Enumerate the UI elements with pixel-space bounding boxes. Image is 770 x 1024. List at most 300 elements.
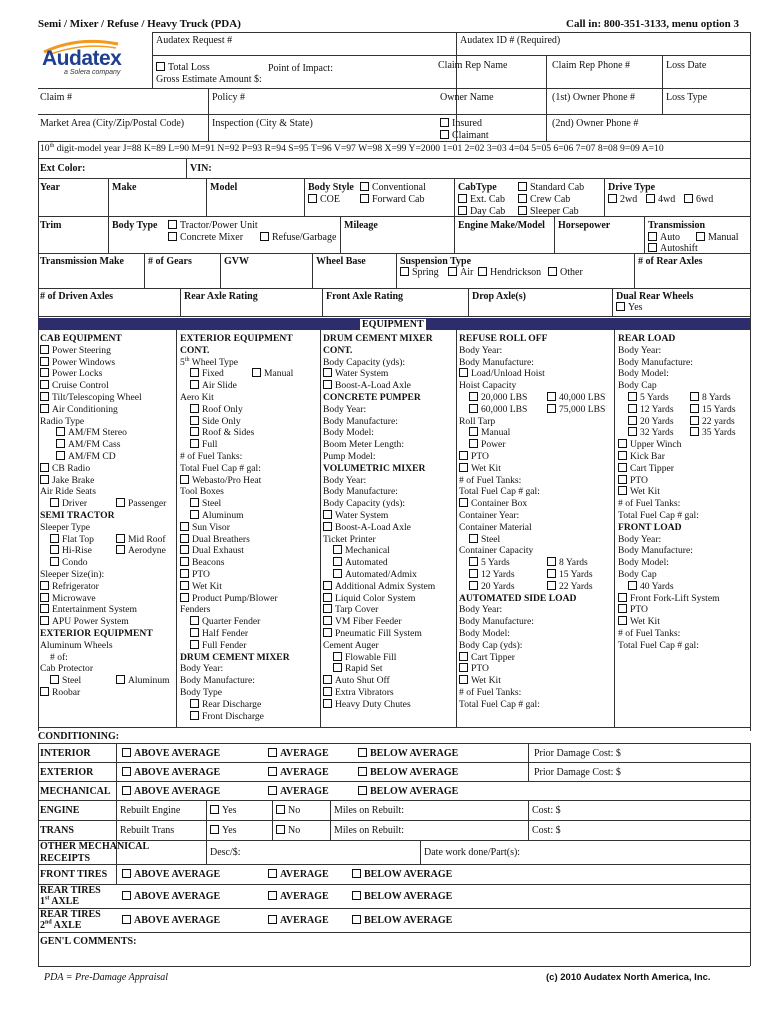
equipment-option[interactable] [690,392,731,404]
equipment-option[interactable] [459,427,576,439]
trans-autoshift-checkbox[interactable]: Autoshift [648,243,698,254]
checkbox-icon[interactable] [40,380,49,389]
checkbox-icon[interactable] [40,345,49,354]
checkbox-icon[interactable] [190,439,199,448]
equipment-option[interactable] [40,581,153,593]
checkbox-icon[interactable] [690,404,699,413]
equipment-option[interactable] [180,545,293,557]
ext-cab-checkbox[interactable]: Ext. Cab [458,194,505,205]
checkbox-icon[interactable] [190,404,199,413]
equipment-option[interactable] [459,663,576,675]
drive-6wd-checkbox[interactable]: 6wd [684,194,713,205]
checkbox-icon[interactable] [190,368,199,377]
engine-miles-rebuilt-field[interactable]: Miles on Rebuilt: [334,805,404,816]
exterior-prior-damage-field[interactable]: Prior Damage Cost: $ [534,767,621,778]
owner-phone-1-field[interactable]: (1st) Owner Phone # [552,92,636,103]
checkbox-icon[interactable] [690,392,699,401]
checkbox-icon[interactable] [190,427,199,436]
equipment-option[interactable] [618,403,736,416]
checkbox-icon[interactable] [323,510,332,519]
equipment-option[interactable] [40,533,166,546]
equipment-option[interactable] [459,451,576,463]
equipment-option[interactable] [180,557,293,569]
equipment-option[interactable] [459,652,576,664]
checkbox-icon[interactable] [547,392,556,401]
rule [420,840,421,864]
equipment-option[interactable] [618,486,720,498]
general-comments-field[interactable]: GEN'L COMMENTS: [40,936,137,947]
checkbox-icon[interactable] [40,687,49,696]
equipment-option[interactable] [180,510,293,522]
rear-axle-rating-field[interactable]: Rear Axle Rating [184,291,258,302]
checkbox-icon[interactable] [116,534,125,543]
checkbox-icon[interactable] [469,404,478,413]
equipment-option[interactable] [323,675,435,687]
front-tires-below-checkbox[interactable]: BELOW AVERAGE [352,869,452,880]
gross-estimate-field[interactable]: Gross Estimate Amount $: [156,74,262,85]
equipment-option[interactable] [40,392,153,404]
equipment-option[interactable] [180,616,293,628]
checkbox-icon[interactable] [323,581,332,590]
trans-auto-checkbox[interactable]: Auto [648,232,680,243]
checkbox-icon[interactable] [469,569,478,578]
equipment-option[interactable] [180,522,293,534]
equipment-option[interactable] [459,403,606,416]
equipment-option[interactable] [40,604,153,616]
equipment-option[interactable] [618,415,735,428]
equipment-option[interactable] [40,439,153,451]
checkbox-icon[interactable] [333,557,342,566]
claim-rep-name-field[interactable]: Claim Rep Name [438,60,508,71]
equipment-option[interactable] [180,427,293,439]
checkbox-icon[interactable] [252,368,261,377]
other-mechanical-label: OTHER MECHANICAL RECEIPTS [40,841,150,864]
checkbox-icon[interactable] [323,593,332,602]
engine-yes-checkbox[interactable]: Yes [210,805,237,816]
driven-axles-field[interactable]: # of Driven Axles [40,291,114,302]
loss-type-field[interactable]: Loss Type [666,92,708,103]
checkbox-icon[interactable] [323,604,332,613]
checkbox-icon[interactable] [190,628,199,637]
refuse-garbage-checkbox[interactable]: Refuse/Garbage [260,232,336,243]
claimant-checkbox[interactable]: Claimant [440,130,489,141]
exterior-average-checkbox[interactable]: AVERAGE [268,767,329,778]
equipment-option[interactable] [459,534,576,546]
equipment-option[interactable] [40,593,153,605]
tractor-checkbox[interactable]: Tractor/Power Unit [168,220,258,231]
checkbox-icon[interactable] [323,687,332,696]
front-axle-rating-field[interactable]: Front Axle Rating [326,291,404,302]
audatex-request-field[interactable]: Audatex Request # [156,35,233,46]
engine-field[interactable]: Engine Make/Model [458,220,545,231]
equipment-option[interactable] [547,557,588,569]
rear-axles-field[interactable]: # of Rear Axles [638,256,703,267]
trans-make-field[interactable]: Transmission Make [40,256,124,267]
equipment-option[interactable] [547,392,605,404]
loss-date-field[interactable]: Loss Date [666,60,707,71]
checkbox-icon[interactable] [690,427,699,436]
equipment-option[interactable] [323,368,435,380]
equipment-option[interactable] [618,593,720,605]
checkbox-icon[interactable] [459,675,468,684]
checkbox-icon[interactable] [40,357,49,366]
equipment-option[interactable] [459,463,576,475]
checkbox-icon[interactable] [469,557,478,566]
inspection-field[interactable]: Inspection (City & State) [212,118,313,129]
equipment-option[interactable] [180,380,293,392]
equipment-option[interactable] [459,580,593,593]
checkbox-icon[interactable] [180,581,189,590]
checkbox-icon[interactable] [50,534,59,543]
checkbox-icon[interactable] [190,380,199,389]
equipment-option[interactable] [116,498,166,510]
equipment-option[interactable] [40,357,153,369]
equipment-option[interactable] [618,439,720,451]
checkbox-icon[interactable] [190,711,199,720]
checkbox-icon[interactable] [469,581,478,590]
rear2-above-checkbox[interactable]: ABOVE AVERAGE [122,915,220,926]
drive-4wd-checkbox[interactable]: 4wd [646,194,675,205]
point-of-impact-field[interactable]: Point of Impact: [268,63,333,74]
drop-axles-field[interactable]: Drop Axle(s) [472,291,526,302]
checkbox-icon[interactable] [323,628,332,637]
coe-checkbox[interactable]: COE [308,194,340,205]
checkbox-icon[interactable] [180,593,189,602]
checkbox-icon[interactable] [40,616,49,625]
front-tires-above-checkbox[interactable]: ABOVE AVERAGE [122,869,220,880]
equipment-option[interactable] [40,463,153,475]
concrete-mixer-checkbox[interactable]: Concrete Mixer [168,232,243,243]
engine-cost-field[interactable]: Cost: $ [532,805,561,816]
equipment-option[interactable] [40,475,153,487]
equipment-option[interactable] [459,568,593,581]
equipment-option[interactable] [547,569,593,581]
checkbox-icon[interactable] [628,581,637,590]
equipment-option[interactable] [459,439,576,451]
checkbox-icon[interactable] [459,463,468,472]
checkbox-icon[interactable] [333,545,342,554]
checkbox-icon[interactable] [190,640,199,649]
equipment-option-label: Wet Kit [630,486,660,498]
gears-field[interactable]: # of Gears [148,256,192,267]
hendrickson-checkbox[interactable]: Hendrickson [478,267,541,278]
trans-yes-checkbox[interactable]: Yes [210,825,237,836]
checkbox-icon[interactable] [628,404,637,413]
equipment-option[interactable] [180,475,293,487]
checkbox-icon[interactable] [547,581,556,590]
equipment-option[interactable] [40,498,167,510]
owner-phone-2-field[interactable]: (2nd) Owner Phone # [552,118,639,129]
equipment-option[interactable] [40,545,166,557]
checkbox-icon[interactable] [459,498,468,507]
model-field[interactable]: Model [210,182,238,193]
checkbox-icon[interactable] [40,404,49,413]
equipment-option[interactable] [323,663,435,675]
equipment-option[interactable] [180,534,293,546]
total-loss-checkbox[interactable]: Total Loss [156,62,210,73]
equipment-option[interactable] [618,427,736,439]
equipment-option[interactable] [40,557,153,569]
equipment-option[interactable] [459,675,576,687]
equipment-option[interactable] [323,510,435,522]
equipment-option[interactable] [547,581,593,593]
checkbox-icon[interactable] [56,427,65,436]
equipment-option[interactable] [618,616,720,628]
checkbox-icon[interactable] [333,652,342,661]
interior-below-checkbox[interactable]: BELOW AVERAGE [358,748,458,759]
rear1-above-checkbox[interactable]: ABOVE AVERAGE [122,891,220,902]
checkbox-icon[interactable] [116,545,125,554]
equipment-option[interactable] [618,604,720,616]
equipment-option[interactable] [40,687,153,699]
trans-manual-checkbox[interactable]: Manual [696,232,739,243]
checkbox-icon[interactable] [547,404,556,413]
equipment-option[interactable] [459,391,606,404]
checkbox-icon[interactable] [40,604,49,613]
insured-checkbox[interactable]: Insured [440,118,482,129]
rear2-below-checkbox[interactable]: BELOW AVERAGE [352,915,452,926]
dual-rear-yes-checkbox[interactable]: Yes [616,302,643,313]
mileage-field[interactable]: Mileage [344,220,378,231]
conventional-checkbox[interactable]: Conventional [360,182,426,193]
interior-average-checkbox[interactable]: AVERAGE [268,748,329,759]
checkbox-icon[interactable] [323,368,332,377]
checkbox-icon[interactable] [459,663,468,672]
equipment-option[interactable] [547,404,605,416]
checkbox-icon[interactable] [459,451,468,460]
equipment-option[interactable] [323,699,435,711]
equipment-option[interactable] [40,616,153,628]
equipment-option[interactable] [116,534,166,546]
ext-color-field[interactable]: Ext Color: [40,163,86,174]
equipment-option-label: Body Model: [323,427,374,439]
checkbox-icon[interactable] [180,522,189,531]
interior-prior-damage-field[interactable]: Prior Damage Cost: $ [534,748,621,759]
checkbox-icon[interactable] [40,593,49,602]
other-checkbox[interactable]: Other [548,267,583,278]
checkbox-icon[interactable] [50,498,59,507]
equipment-option[interactable] [323,604,435,616]
checkbox-icon[interactable] [40,581,49,590]
front-tires-average-checkbox[interactable]: AVERAGE [268,869,329,880]
wheel-base-field[interactable]: Wheel Base [316,256,366,267]
equipment-option[interactable] [618,463,720,475]
checkbox-icon[interactable] [618,439,627,448]
checkbox-icon[interactable] [50,557,59,566]
trans-no-checkbox[interactable]: No [276,825,300,836]
checkbox-icon[interactable] [190,616,199,625]
equipment-option[interactable] [618,475,720,487]
checkbox-icon[interactable] [618,475,627,484]
equipment-option[interactable] [180,439,293,451]
trans-cost-field[interactable]: Cost: $ [532,825,561,836]
equipment-option[interactable] [40,451,153,463]
checkbox-icon[interactable] [56,439,65,448]
exterior-below-checkbox[interactable]: BELOW AVERAGE [358,767,458,778]
equipment-option[interactable] [180,699,293,711]
market-area-field[interactable]: Market Area (City/Zip/Postal Code) [40,118,185,129]
equipment-option[interactable] [180,628,293,640]
interior-above-checkbox[interactable]: ABOVE AVERAGE [122,748,220,759]
checkbox-icon[interactable] [180,545,189,554]
checkbox-icon[interactable] [40,463,49,472]
equipment-option[interactable] [180,711,293,723]
equipment-option[interactable] [618,451,720,463]
owner-name-field[interactable]: Owner Name [440,92,494,103]
checkbox-icon[interactable] [40,475,49,484]
equipment-option[interactable] [459,498,576,510]
checkbox-icon[interactable] [628,416,637,425]
equipment-option[interactable] [180,569,293,581]
equipment-option[interactable] [180,593,293,605]
equipment-option[interactable] [459,557,588,569]
checkbox-icon[interactable] [180,534,189,543]
checkbox-icon[interactable] [618,604,627,613]
trans-miles-rebuilt-field[interactable]: Miles on Rebuilt: [334,825,404,836]
engine-no-checkbox[interactable]: No [276,805,300,816]
checkbox-icon[interactable] [323,616,332,625]
desc-field[interactable]: Desc/$: [210,847,241,858]
equipment-option[interactable] [40,675,170,687]
checkbox-icon[interactable] [690,416,699,425]
equipment-option[interactable] [40,368,153,380]
equipment-option[interactable] [323,652,435,664]
equipment-option[interactable] [180,404,293,416]
checkbox-icon[interactable] [116,498,125,507]
day-cab-checkbox[interactable]: Day Cab [458,206,505,217]
equipment-option[interactable] [323,545,435,557]
exterior-above-checkbox[interactable]: ABOVE AVERAGE [122,767,220,778]
equipment-option[interactable] [40,404,153,416]
make-field[interactable]: Make [112,182,137,193]
checkbox-icon[interactable] [323,522,332,531]
checkbox-icon[interactable] [116,675,125,684]
equipment-option[interactable] [323,616,435,628]
checkbox-icon[interactable] [50,545,59,554]
checkbox-icon[interactable] [156,62,165,71]
horsepower-field[interactable]: Horsepower [558,220,611,231]
equipment-option[interactable] [690,416,735,428]
standard-cab-checkbox[interactable]: Standard Cab [518,182,584,193]
mechanical-below-checkbox[interactable]: BELOW AVERAGE [358,786,458,797]
equipment-option[interactable] [690,427,736,439]
checkbox-icon[interactable] [618,463,627,472]
checkbox-icon[interactable] [469,392,478,401]
trim-field[interactable]: Trim [40,220,62,231]
mechanical-average-checkbox[interactable]: AVERAGE [268,786,329,797]
checkbox-icon[interactable] [628,427,637,436]
equipment-option[interactable] [323,380,435,392]
policy-number-field[interactable]: Policy # [212,92,246,103]
rear1-average-checkbox[interactable]: AVERAGE [268,891,329,902]
forward-cab-checkbox[interactable]: Forward Cab [360,194,425,205]
checkbox-icon[interactable] [628,392,637,401]
drive-2wd-checkbox[interactable]: 2wd [608,194,637,205]
checkbox-icon[interactable] [40,368,49,377]
equipment-option[interactable] [40,380,153,392]
checkbox-icon[interactable] [618,451,627,460]
date-work-done-field[interactable]: Date work done/Part(s): [424,847,521,858]
checkbox-icon[interactable] [440,118,449,127]
equipment-option[interactable] [116,675,170,687]
checkbox-icon[interactable] [469,427,478,436]
vin-field[interactable]: VIN: [190,163,212,174]
checkbox-icon[interactable] [50,675,59,684]
equipment-option[interactable] [323,628,435,640]
checkbox-icon[interactable] [190,416,199,425]
equipment-option[interactable] [252,368,293,380]
checkbox-icon[interactable] [190,498,199,507]
checkbox-icon[interactable] [333,663,342,672]
sleeper-cab-checkbox[interactable]: Sleeper Cab [518,206,579,217]
audatex-id-field[interactable]: Audatex ID # (Required) [460,35,561,46]
gvw-field[interactable]: GVW [224,256,249,267]
checkbox-icon[interactable] [190,510,199,519]
checkbox-icon[interactable] [40,392,49,401]
equipment-option[interactable] [690,404,736,416]
spring-checkbox[interactable]: Spring [400,267,439,278]
checkbox-icon[interactable] [333,569,342,578]
checkbox-icon[interactable] [547,557,556,566]
checkbox-icon[interactable] [469,439,478,448]
equipment-option[interactable] [618,581,720,593]
checkbox-icon[interactable] [180,557,189,566]
equipment-option[interactable] [180,581,293,593]
checkbox-icon[interactable] [440,130,449,139]
equipment-option[interactable] [323,569,435,581]
equipment-option[interactable] [40,427,153,439]
equipment-option-label: Body Capacity (yds): [323,356,406,368]
checkbox-icon[interactable] [469,534,478,543]
equipment-option[interactable] [180,498,293,510]
checkbox-icon[interactable] [323,675,332,684]
checkbox-icon[interactable] [56,451,65,460]
checkbox-icon[interactable] [459,368,468,377]
equipment-option[interactable] [323,557,435,569]
equipment-option[interactable] [180,368,293,380]
rear1-below-checkbox[interactable]: BELOW AVERAGE [352,891,452,902]
year-field[interactable]: Year [40,182,60,193]
equipment-option[interactable] [116,545,166,557]
checkbox-icon[interactable] [618,593,627,602]
checkbox-icon[interactable] [323,380,332,389]
checkbox-icon[interactable] [180,475,189,484]
crew-cab-checkbox[interactable]: Crew Cab [518,194,570,205]
checkbox-icon[interactable] [618,616,627,625]
rear2-average-checkbox[interactable]: AVERAGE [268,915,329,926]
equipment-option-label: 8 Yards [559,557,588,569]
checkbox-icon[interactable] [459,652,468,661]
equipment-option[interactable] [323,522,435,534]
checkbox-icon[interactable] [190,699,199,708]
equipment-option[interactable] [618,391,731,404]
claim-number-field[interactable]: Claim # [40,92,72,103]
checkbox-icon[interactable] [323,699,332,708]
equipment-option[interactable] [40,345,153,357]
equipment-option[interactable] [323,581,435,593]
mechanical-above-checkbox[interactable]: ABOVE AVERAGE [122,786,220,797]
checkbox-icon[interactable] [180,569,189,578]
equipment-option[interactable] [323,687,435,699]
claim-rep-phone-field[interactable]: Claim Rep Phone # [552,60,631,71]
equipment-option[interactable] [323,593,435,605]
air-checkbox[interactable]: Air [448,267,473,278]
checkbox-icon[interactable] [618,486,627,495]
checkbox-icon[interactable] [547,569,556,578]
equipment-option[interactable] [180,640,293,652]
equipment-option[interactable] [180,416,293,428]
equipment-option[interactable] [459,368,576,380]
